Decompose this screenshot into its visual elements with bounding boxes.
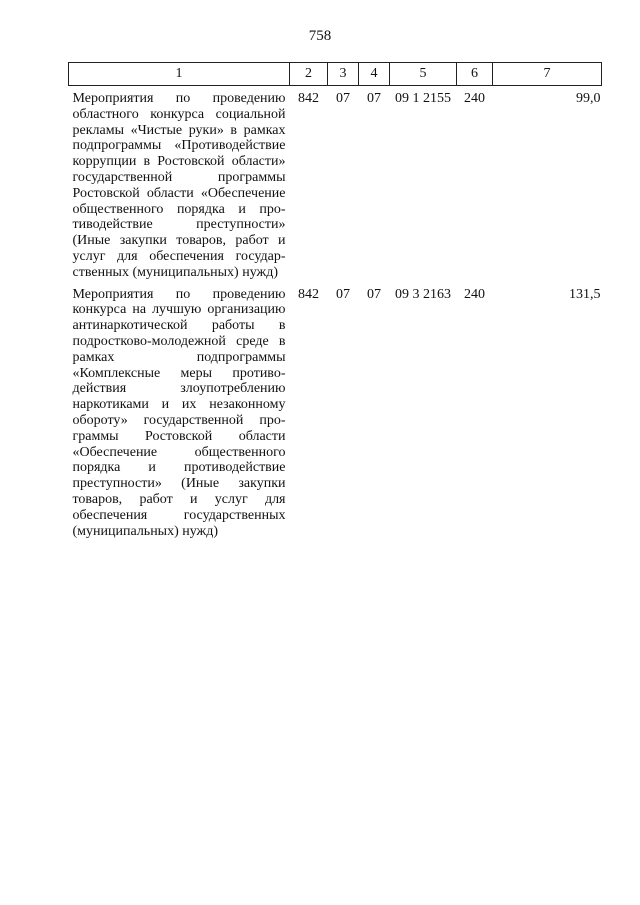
column-header: 5	[390, 63, 457, 86]
column-header: 7	[493, 63, 602, 86]
header-row	[69, 63, 602, 86]
page-number: 758	[308, 28, 332, 44]
row-subsection-code: 07	[367, 286, 381, 302]
column-header: 1	[69, 63, 290, 86]
row-expense-type: 240	[464, 91, 485, 106]
row-amount: 131,5	[569, 286, 601, 302]
table-body	[69, 86, 602, 542]
row-target-article: 09 3 2163	[395, 286, 451, 302]
row-ministry-code: 842	[298, 286, 319, 302]
row-target-article: 09 1 2155	[395, 91, 451, 106]
table-row	[69, 86, 602, 283]
row-expense-type: 240	[464, 286, 485, 302]
column-header: 4	[359, 63, 390, 86]
table-header	[69, 63, 602, 86]
row-section-code: 07	[336, 91, 350, 106]
column-header: 2	[290, 63, 328, 86]
row-ministry-code: 842	[298, 91, 319, 106]
column-header: 3	[328, 63, 359, 86]
table-row	[69, 283, 602, 542]
column-header: 6	[457, 63, 493, 86]
row-description: Мероприятия по проведению конкурса на лучшую организацию антинаркотической работы в подростково-молодежной среде в рамках подпрограммы «Комплексные меры противодействия злоупотреблению наркотиками и их незаконному обороту» государственной программы Ростовской области «Обеспечение общественного порядка и противодействие преступности» (Иные закупки товаров, работ и услуг для обеспечения государственных (муниципальных) нужд)	[72, 286, 286, 539]
budget-table	[68, 62, 602, 541]
row-description: Мероприятия по проведению областного конкурса социальной рекламы «Чистые руки» в рамках подпрограммы «Противодействие коррупции в Ростовской области» государственной программы Ростовской области «Обеспечение общественного порядка и противодействие преступности» (Иные закупки товаров, работ и услуг для обеспечения государственных (муниципальных) нужд)	[72, 91, 286, 280]
row-subsection-code: 07	[367, 91, 381, 106]
row-amount: 99,0	[576, 91, 601, 106]
row-section-code: 07	[336, 286, 350, 302]
